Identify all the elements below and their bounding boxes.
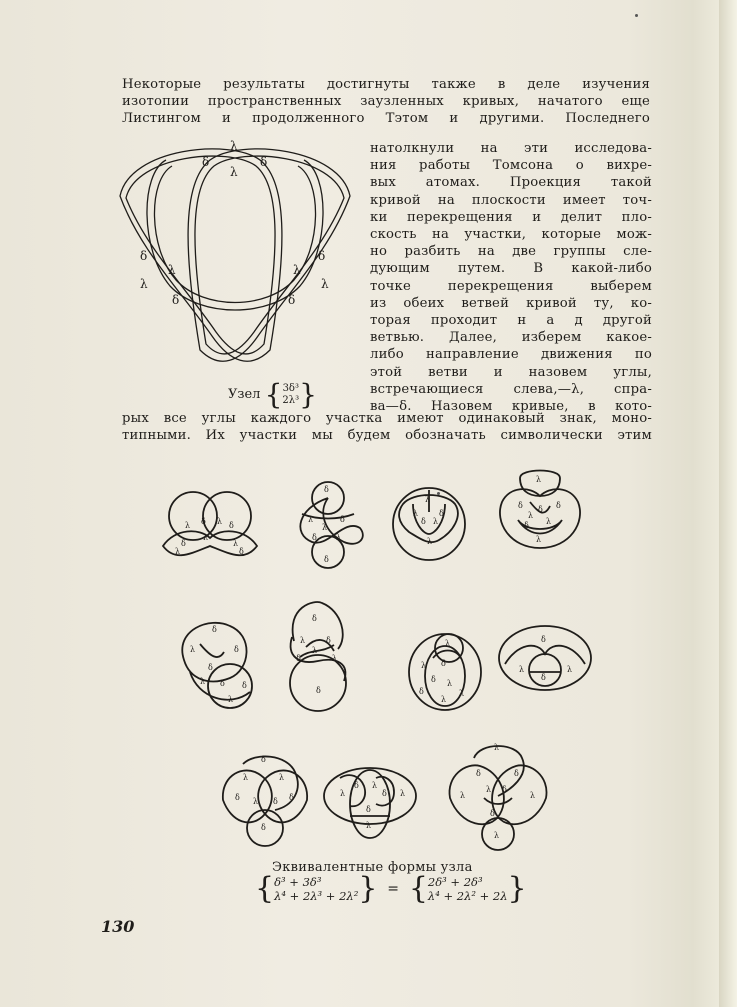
equation-right-top: 2δ³ + 2δ³ [427,875,483,889]
svg-text:λ: λ [530,791,536,800]
svg-text:δ: δ [431,675,436,684]
svg-text:λ: λ [494,831,500,840]
knot-caption-label: Узел [228,387,261,402]
svg-text:λ: λ [217,517,223,526]
knot-caption-formula [282,383,299,407]
svg-text:λ: λ [366,821,372,830]
knot-form-diagram [320,762,418,842]
svg-text:λ: λ [425,495,431,504]
svg-text:δ: δ [419,687,424,696]
svg-text:δ: δ [441,659,446,668]
label-lambda: λ [230,139,238,153]
svg-text:δ: δ [242,681,247,690]
equals-sign: = [387,881,399,897]
svg-text:δ: δ [229,521,234,530]
svg-text:λ: λ [300,636,306,645]
svg-text:δ: δ [208,663,213,672]
text-line: но разбить на две группы сле- [370,244,652,260]
text-line: встречающиеся слева,—λ, спра- [370,381,652,397]
svg-text:δ: δ [239,547,244,556]
knot-form-diagram [170,612,264,712]
label-lambda: λ [168,263,176,277]
equation-right [428,875,508,903]
svg-text:δ: δ [289,793,294,802]
svg-text:λ: λ [200,677,206,686]
text-line: дующим путем. В какой-либо [370,261,652,277]
text-line: вых атомах. Проекция такой [370,175,652,191]
svg-text:λ: λ [312,646,318,655]
text-line: ки перекрещения и делит пло- [370,209,652,225]
svg-text:δ: δ [538,505,543,514]
svg-text:λ: λ [228,695,234,704]
knot-form-3 [383,482,473,564]
svg-text:λ: λ [413,509,419,518]
svg-text:δ: δ [524,521,529,530]
paragraph-right [370,140,652,415]
knot-form-diagram [405,618,485,714]
label-delta: δ [288,293,296,307]
svg-text:δ: δ [234,645,239,654]
text-line: изотопии пространственных заузленных кривых, начатого еще [122,94,650,110]
equation-left [274,875,358,903]
svg-text:λ: λ [459,689,465,698]
svg-text:δ: δ [518,501,523,510]
svg-text:δ: δ [340,515,345,524]
label-delta: δ [318,249,326,263]
svg-text:λ: λ [340,789,346,798]
svg-text:λ: λ [190,645,196,654]
svg-text:δ: δ [273,797,278,806]
svg-text:δ: δ [439,509,444,518]
knot-form-diagram [288,478,368,574]
svg-text:δ: δ [261,823,266,832]
svg-text:λ: λ [433,517,439,526]
svg-text:λ: λ [279,773,285,782]
text-line: кривой на плоскости имеет точ- [370,192,652,208]
text-line: Некоторые результаты достигнуты также в деле изучения [122,77,650,92]
page-spine-edge [719,0,737,1007]
knot-form-5 [170,612,264,712]
brace-close: } [358,871,378,906]
svg-text:λ: λ [203,533,209,542]
svg-text:δ: δ [514,769,519,778]
svg-text:λ: λ [175,547,181,556]
label-delta: δ [202,155,210,169]
equation-right-bottom: λ⁴ + 2λ² + 2λ [427,889,508,903]
svg-text:δ: δ [235,793,240,802]
knot-form-diagram [490,462,590,558]
svg-text:δ: δ [261,755,266,764]
knot-formula-top: 3δ³ [282,382,299,394]
svg-text:λ: λ [567,665,573,674]
svg-text:λ: λ [322,523,328,532]
equivalence-equation [255,871,527,906]
svg-text:λ: λ [332,654,338,663]
brace-open: { [264,378,283,411]
svg-text:λ: λ [185,521,191,530]
knot-formula-bottom: 2λ³ [282,394,300,406]
svg-text:λ: λ [427,537,433,546]
svg-text:λ: λ [336,533,342,542]
knot-form-11 [440,736,556,852]
svg-text:δ: δ [326,636,331,645]
text-line: либо направление движения по [370,347,652,363]
knot-form-diagram [383,482,473,564]
svg-text:δ: δ [541,673,546,682]
svg-text:λ: λ [460,791,466,800]
knot-form-diagram [155,488,265,568]
svg-text:λ: λ [372,781,378,790]
svg-text:λ: λ [243,773,249,782]
text-line: ветвью. Далее, изберем какое- [370,330,652,346]
knot-form-diagram [282,597,354,713]
svg-text:δ: δ [324,555,329,564]
text-line: точке перекрещения выберем [370,278,652,294]
svg-text:δ: δ [541,635,546,644]
text-line: торая проходит н а д другой [370,313,652,329]
svg-text:λ: λ [486,785,492,794]
svg-text:λ: λ [536,535,542,544]
label-delta: δ [172,293,180,307]
knot-form-7 [405,618,485,714]
text-line: натолкнули на эти исследова- [370,141,652,156]
svg-text:δ: δ [324,485,329,494]
svg-text:δ: δ [312,533,317,542]
svg-text:δ: δ [382,789,387,798]
label-delta: δ [260,155,268,169]
text-line: скость на участки, которые мож- [370,227,652,243]
svg-text:λ: λ [308,515,314,524]
text-line: типными. Их участки мы будем обозначать символически этим [122,428,652,444]
svg-text:δ: δ [556,501,561,510]
brace-close: } [507,871,527,906]
svg-text:λ: λ [233,539,239,548]
svg-text:δ: δ [220,679,225,688]
brace-open: { [255,871,275,906]
knot-form-4 [490,462,590,558]
svg-text:δ: δ [490,809,495,818]
knot-form-diagram [215,750,315,850]
knot-form-8 [497,624,593,694]
svg-text:δ: δ [312,614,317,623]
knot-form-1 [155,488,265,568]
svg-text:δ: δ [212,625,217,634]
trefoil-knot-figure [100,140,370,380]
svg-text:λ: λ [441,695,447,704]
svg-text:λ: λ [494,743,500,752]
svg-text:δ: δ [366,805,371,814]
knot-form-6 [282,597,354,713]
knot-form-diagram [497,624,593,694]
svg-text:δ: δ [354,781,359,790]
svg-text:λ: λ [445,639,451,648]
knot-form-2 [288,478,368,574]
svg-text:λ: λ [447,679,453,688]
svg-text:δ: δ [502,785,507,794]
trefoil-knot-diagram [100,140,370,380]
svg-text:λ: λ [519,665,525,674]
svg-text:λ: λ [400,789,406,798]
brace-open: { [408,871,428,906]
svg-text:λ: λ [253,797,259,806]
svg-text:λ: λ [421,661,427,670]
brace-close: } [299,378,317,411]
svg-text:δ: δ [296,654,301,663]
equation-left-bottom: λ⁴ + 2λ³ + 2λ² [274,889,359,903]
text-line: рых все углы каждого участка имеют одинаковый знак, моно- [122,411,652,426]
knot-form-10 [320,762,418,842]
paragraph-top [122,76,650,128]
speck [635,14,638,17]
text-line: ния работы Томсона о вихре- [370,158,652,174]
knot-caption [228,378,317,411]
svg-text:λ: λ [536,475,542,484]
page-number: 130 [101,917,135,936]
knot-form-9 [215,750,315,850]
label-lambda: λ [293,263,301,277]
text-line: из обеих ветвей кривой ту, ко- [370,295,652,311]
label-delta: δ [140,249,148,263]
text-line: ва—δ. Назовем кривые, в кото- [370,399,652,415]
svg-text:δ: δ [201,517,206,526]
svg-text:δ: δ [476,769,481,778]
text-line: Листингом и продолженного Тэтом и другими. Последнего [122,111,650,127]
label-lambda: λ [230,165,238,179]
knot-form-diagram [440,736,556,852]
svg-text:δ: δ [181,539,186,548]
equation-left-top: δ³ + 3δ³ [274,875,322,889]
svg-text:λ: λ [528,511,534,520]
equivalence-title: Эквивалентные формы узла [272,860,473,875]
svg-text:δ: δ [421,517,426,526]
label-lambda: λ [321,277,329,291]
svg-text:δ: δ [316,686,321,695]
svg-text:λ: λ [546,517,552,526]
paragraph-bottom [122,410,652,444]
text-line: этой ветви и назовем углы, [370,364,652,380]
label-lambda: λ [140,277,148,291]
